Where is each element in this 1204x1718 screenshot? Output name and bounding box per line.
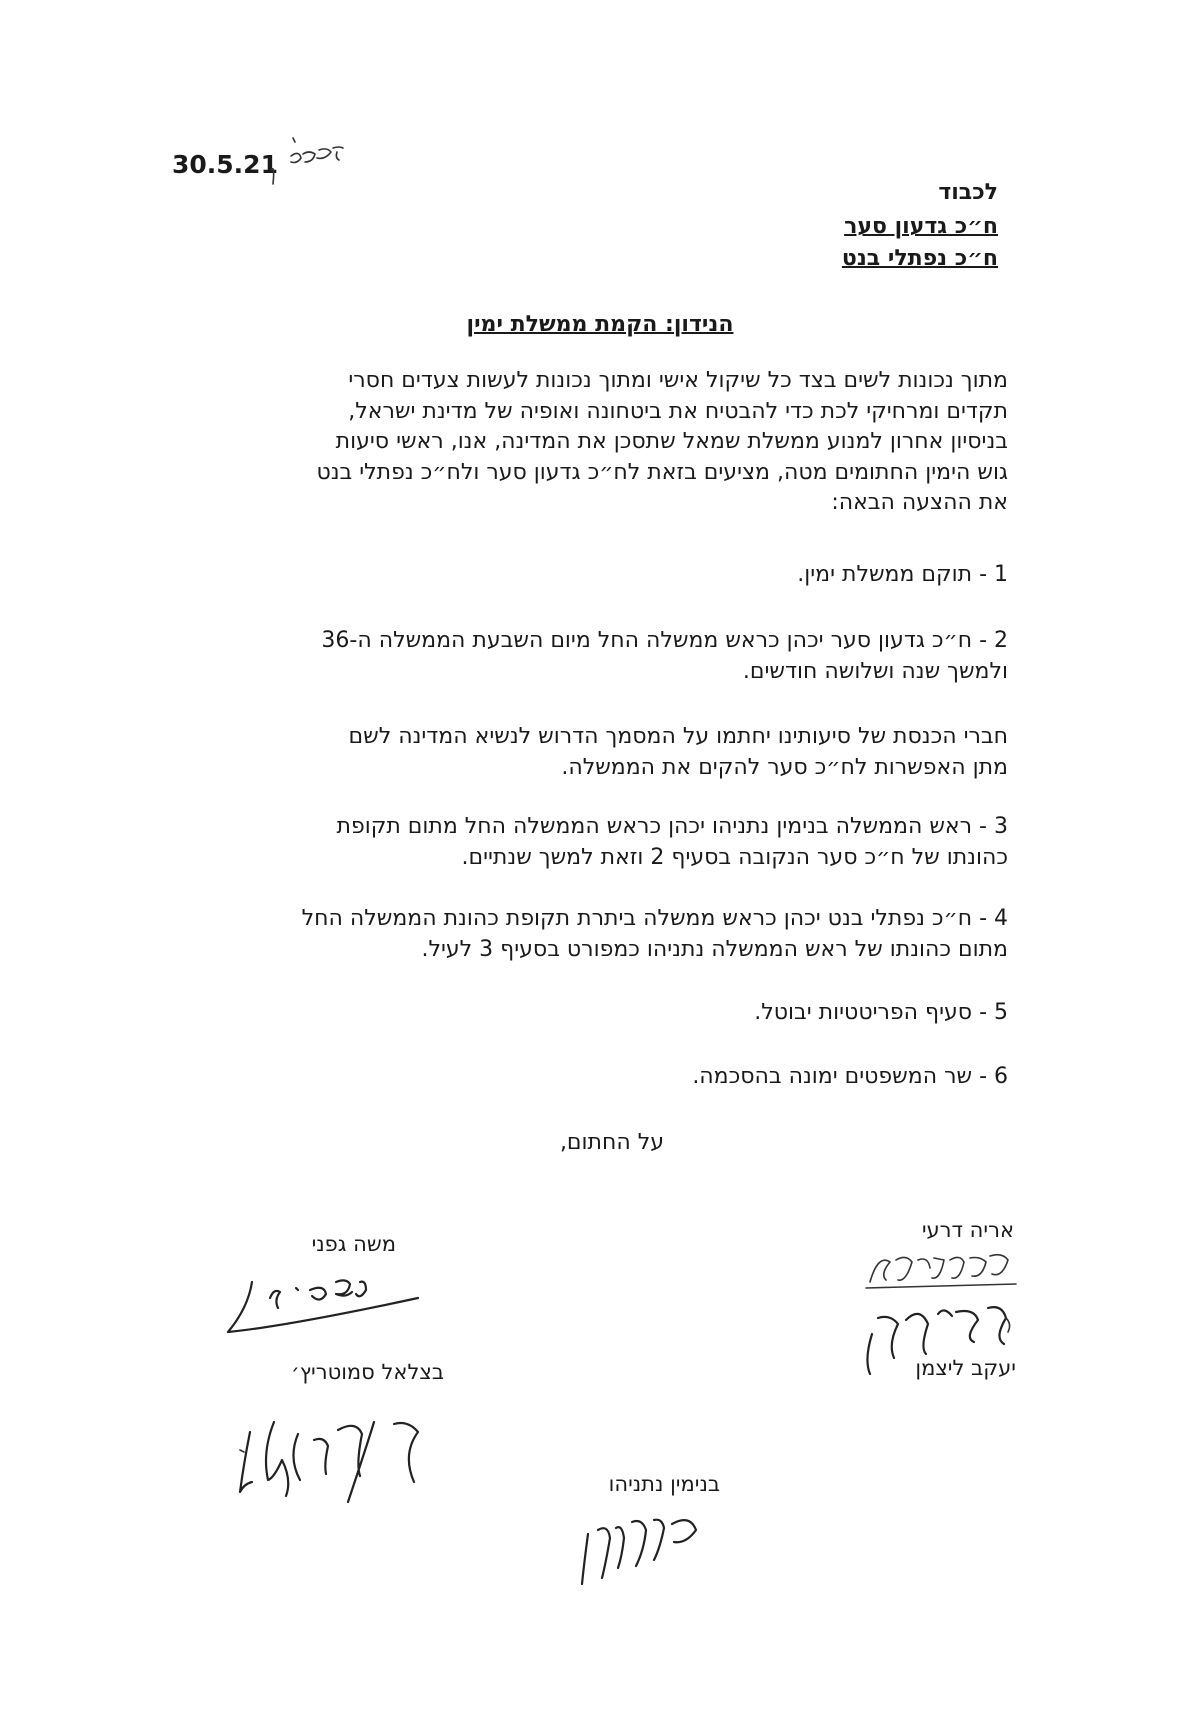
hebrew-date-handwritten <box>263 128 383 188</box>
recipient-2: ח״כ נפתלי בנט <box>841 246 998 271</box>
signature-netanyahu <box>576 1508 706 1592</box>
salutation: לכבוד <box>938 180 998 205</box>
clause-2: 2 - ח״כ גדעון סער יכהן כראש ממשלה החל מיום השבעת הממשלה ה-36 ולמשך שנה ושלושה חודשים. <box>321 628 1008 684</box>
clause-3: 3 - ראש הממשלה בנימין נתניהו יכהן כראש הממשלה החל מתום תקופת כהונתו של ח״כ סער הנקובה בסעיף 2 וזאת למשך שנתיים. <box>336 814 1008 870</box>
signatory-name-deri: אריה דרעי <box>921 1218 1014 1242</box>
signature-deri <box>860 1246 1020 1296</box>
closing: על החתום, <box>559 1130 664 1155</box>
signatory-name-smotrich: בצלאל סמוטריץ׳ <box>290 1360 444 1384</box>
subject-line: הנידון: הקמת ממשלת ימין <box>466 312 734 337</box>
recipient-1: ח״כ גדעון סער <box>844 214 998 239</box>
clause-6: 6 - שר המשפטים ימונה בהסכמה. <box>692 1064 1008 1089</box>
clause-5: 5 - סעיף הפריטטיות יבוטל. <box>754 1000 1008 1025</box>
signatory-name-gafni: משה גפני <box>311 1232 396 1256</box>
signature-smotrich <box>234 1410 434 1510</box>
signatory-name-netanyahu: בנימין נתניהו <box>608 1472 720 1496</box>
clause-1: 1 - תוקם ממשלת ימין. <box>797 562 1008 587</box>
clause-2-note: חברי הכנסת של סיעותינו יחתמו על המסמך הדרוש לנשיא המדינה לשם מתן האפשרות לח״כ סער להקים את הממשלה. <box>348 724 1008 780</box>
signatory-name-litzman: יעקב ליצמן <box>915 1356 1016 1380</box>
letter-date: 30.5.21 <box>172 150 278 179</box>
signature-gafni <box>210 1268 420 1338</box>
clause-4: 4 - ח״כ נפתלי בנט יכהן כראש ממשלה ביתרת תקופת כהונת הממשלה החל מתום כהונתו של ראש הממשלה נתניהו כמפורט בסעיף 3 לעיל. <box>301 906 1008 962</box>
intro-paragraph: מתוך נכונות לשים בצד כל שיקול אישי ומתוך נכונות לעשות צעדים חסרי תקדים ומרחיקי לכת כדי להבטיח את ביטחונה ואופיה של מדינת ישראל, בניסיון אחרון למנוע ממשלת שמאל שתסכן את המדינה, אנו, ראשי סיעות גוש הימין החתומים מטה, מציעים בזאת לח״כ גדעון סער ולח״כ נפתלי בנט את ההצעה הבאה: <box>316 368 1008 515</box>
